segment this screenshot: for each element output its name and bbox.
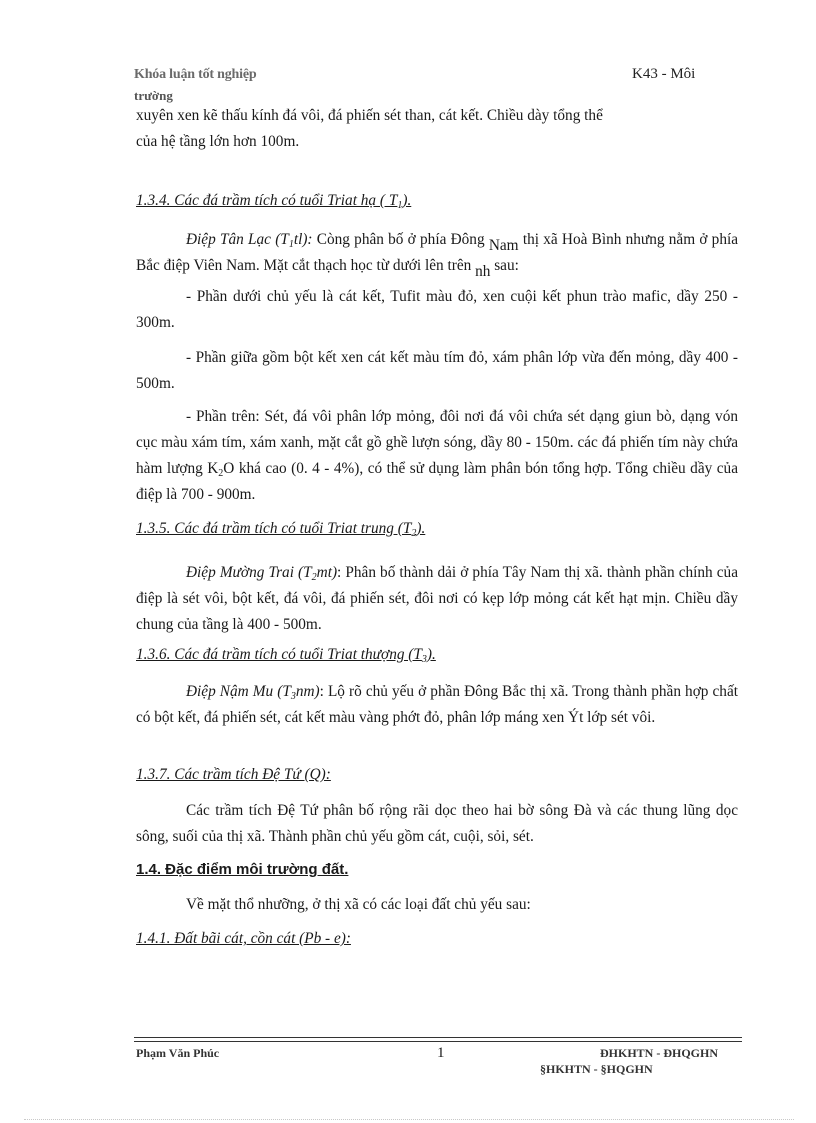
header-title-continued: trường <box>134 88 173 103</box>
footer-institution-alt: §HKHTN - §HQGHN <box>540 1062 653 1076</box>
section-heading-1-4: 1.4. Đặc điểm môi trường đất. <box>136 861 349 878</box>
paragraph-tho-nhuong: Về mặt thổ nhưỡng, ở thị xã có các loại đất chủ yếu sau: <box>186 896 531 913</box>
header-course: K43 - Môi <box>632 66 696 82</box>
paragraph-upper-part: - Phần trên: Sét, đá vôi phân lớp mỏng, đôi nơi đá vôi chứa sét dạng giun bò, dạng vón cục màu xám tím, xám xanh, mặt cắt gồ ghề lượn sóng, dầy 80 - 150m. các đá phiến tím này chứa hàm lượng $K_2O$ khá cao (0. 4 - 4%), có thể sử dụng làm phân bón tổng hợp. Tổng chiều dầy của điệp là 700 - 900m. <box>136 408 738 503</box>
section-heading-1-3-7: 1.3.7. Các trầm tích Đệ Tứ (Q): <box>136 766 331 783</box>
section-heading-1-3-6: 1.3.6. Các đá trầm tích có tuổi Triat thượng $(T_3)$. <box>136 646 436 665</box>
footer-author: Phạm Văn Phúc <box>136 1046 220 1060</box>
paragraph-diep-nam-mu: Điệp Nậm Mu $(T_3nm)$: Lộ rõ chủ yếu ở phần Đông Bắc thị xã. Trong thành phần hợp chất có bột kết, đá phiến sét, cát kết màu vàng phớt đỏ, phân lớp máng xen Ýt lớp sét vôi. <box>136 683 738 726</box>
section-heading-1-3-5: 1.3.5. Các đá trầm tích có tuổi Triat trung $(T_2)$. <box>136 520 426 539</box>
paragraph-middle-part: - Phần giữa gồm bột kết xen cát kết màu tím đỏ, xám phân lớp vừa đến mỏng, dầy 400 - 500m. <box>136 349 738 392</box>
paragraph-de-tu: Các trầm tích Đệ Tứ phân bố rộng rãi dọc theo hai bờ sông Đà và các thung lũng dọc sông, suối của thị xã. Thành phần chủ yếu gồm cát, cuội, sỏi, sét. <box>136 802 738 845</box>
section-heading-1-4-1: 1.4.1. Đất bãi cát, cồn cát (Pb - e): <box>136 930 351 947</box>
footer-rule-double <box>134 1041 742 1042</box>
page-number: 1 <box>437 1045 445 1061</box>
paragraph-diep-tan-lac: Điệp Tân Lạc $(T_1tl)$: Còng phân bố ở phía Đông Nam thị xã Hoà Bình nhưng nằm ở phía Bắc điệp Viên Nam. Mặt cắt thạch học từ dưới lên trên nh sau: <box>136 231 739 280</box>
footer-institution: ĐHKHTN - ĐHQGHN <box>600 1046 719 1060</box>
paragraph-diep-muong-trai: Điệp Mường Trai $(T_2mt)$: Phân bố thành dải ở phía Tây Nam thị xã. thành phần chính của điệp là sét vôi, bột kết, đá vôi, đá phiến sét, đôi nơi có kẹp lớp mỏng cát kết hạt mịn. Chiều dầy chung của tầng là 400 - 500m. <box>136 564 738 633</box>
footer-rule <box>134 1037 742 1038</box>
header-title: Khóa luận tốt nghiệp <box>134 67 257 82</box>
section-heading-1-3-4: 1.3.4. Các đá trầm tích có tuổi Triat hạ ( $T_1$). <box>136 192 412 211</box>
page-edge-dotted-line <box>24 1119 794 1120</box>
paragraph-continuation: xuyên xen kẽ thấu kính đá vôi, đá phiến sét than, cát kết. Chiều dày tổng thể của hệ tầng lớn hơn 100m. <box>136 107 603 150</box>
paragraph-lower-part: - Phần dưới chủ yếu là cát kết, Tufit màu đỏ, xen cuội kết phun trào mafic, dầy 250 - 300m. <box>136 288 738 331</box>
